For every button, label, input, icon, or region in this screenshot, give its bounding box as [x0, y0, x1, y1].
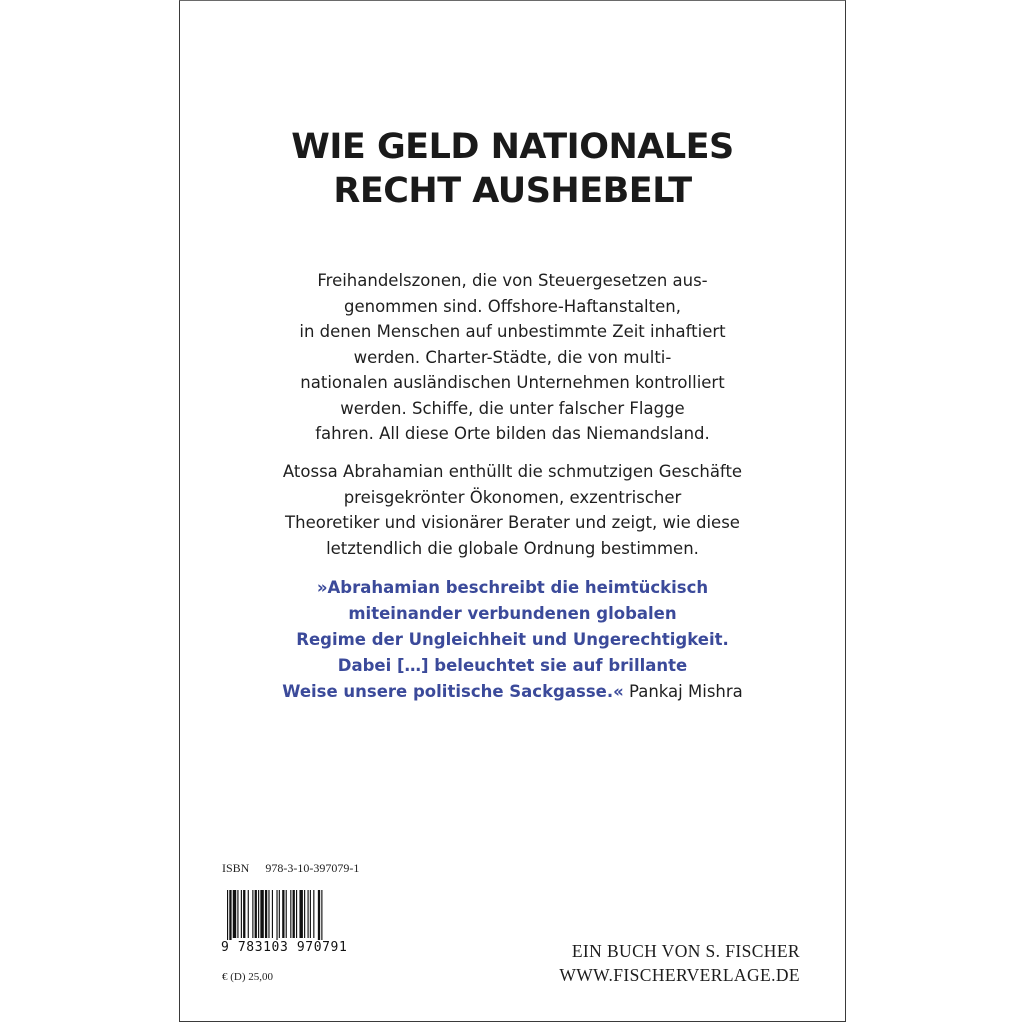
- barcode-bar: [229, 890, 231, 940]
- blurb-paragraph-2: [180, 459, 845, 561]
- barcode-bar: [318, 890, 320, 940]
- blurb-line: in denen Menschen auf unbestimmte Zeit inhaftiert: [299, 322, 726, 341]
- barcode-bar: [272, 890, 273, 938]
- quote-line: »Abrahamian beschreibt die heimtückisch: [316, 578, 709, 597]
- review-quote: [180, 575, 845, 705]
- publisher-block: [559, 939, 800, 987]
- publisher-name: EIN BUCH VON S. FISCHER: [571, 941, 800, 961]
- quote-attribution: Pankaj Mishra: [629, 682, 743, 701]
- blurb-line: fahren. All diese Orte bilden das Niemandsland.: [315, 424, 710, 443]
- barcode-bar: [260, 890, 263, 938]
- barcode-bar: [290, 890, 291, 938]
- barcode: [221, 890, 361, 955]
- headline-line: WIE GELD NATIONALES: [291, 127, 734, 167]
- blurb-paragraph-1: [180, 268, 845, 447]
- price: € (D) 25,00: [222, 971, 274, 983]
- isbn-label: ISBN: [222, 861, 250, 875]
- blurb-line: genommen sind. Offshore-Haftanstalten,: [344, 296, 681, 316]
- quote-line: Dabei […] beleuchtet sie auf brillante: [337, 656, 688, 675]
- barcode-bar: [237, 890, 238, 938]
- barcode-bar: [286, 890, 287, 938]
- isbn: [222, 861, 359, 876]
- barcode-bar: [296, 890, 297, 938]
- barcode-bar: [268, 890, 269, 938]
- barcode-digits: 9 783103 970791: [221, 940, 348, 955]
- barcode-bar: [313, 890, 314, 938]
- barcode-bar: [276, 890, 277, 940]
- barcode-bar: [227, 890, 228, 940]
- barcode-bar: [310, 890, 311, 938]
- barcode-bar: [321, 890, 322, 940]
- blurb-line: Atossa Abrahamian enthüllt die schmutzigen Geschäfte: [282, 462, 743, 481]
- quote-line: miteinander verbundenen globalen: [348, 604, 677, 623]
- isbn-value: 978-3-10-397079-1: [265, 861, 360, 875]
- blurb-line: Theoretiker und visionärer Berater und zeigt, wie diese: [285, 513, 740, 532]
- barcode-bar: [299, 890, 302, 938]
- publisher-website: WWW.FISCHERVERLAGE.DE: [559, 965, 800, 985]
- quote-line: Weise unsere politische Sackgasse.«: [282, 682, 624, 701]
- barcode-bar: [279, 890, 280, 938]
- barcode-bar: [248, 890, 249, 938]
- headline: [180, 125, 845, 213]
- barcode-bar: [255, 890, 257, 938]
- blurb-line: werden. Schiffe, die unter falscher Flagge: [340, 398, 685, 418]
- barcode-bar: [265, 890, 267, 938]
- blurb-line: preisgekrönter Ökonomen, exzentrischer: [343, 487, 682, 507]
- barcode-bar: [304, 890, 305, 938]
- barcode-bar: [293, 890, 295, 938]
- blurb-line: letztendlich die globale Ordnung bestimmen.: [326, 538, 699, 558]
- headline-line: RECHT AUSHEBELT: [333, 171, 692, 211]
- blurb-line: Freihandelszonen, die von Steuergesetzen aus-: [317, 271, 708, 290]
- blurb-line: werden. Charter-Städte, die von multi-: [353, 347, 672, 367]
- blurb-line: nationalen ausländischen Unternehmen kontrolliert: [300, 373, 725, 392]
- barcode-bar: [233, 890, 236, 938]
- barcode-bar: [252, 890, 253, 938]
- barcode-bars: [221, 890, 361, 940]
- barcode-bar: [308, 890, 309, 938]
- barcode-bar: [258, 890, 259, 938]
- barcode-bar: [282, 890, 284, 938]
- barcode-bar: [241, 890, 242, 938]
- quote-line: Regime der Ungleichheit und Ungerechtigkeit.: [296, 630, 729, 649]
- barcode-bar: [243, 890, 245, 938]
- book-back-cover: [179, 0, 846, 1022]
